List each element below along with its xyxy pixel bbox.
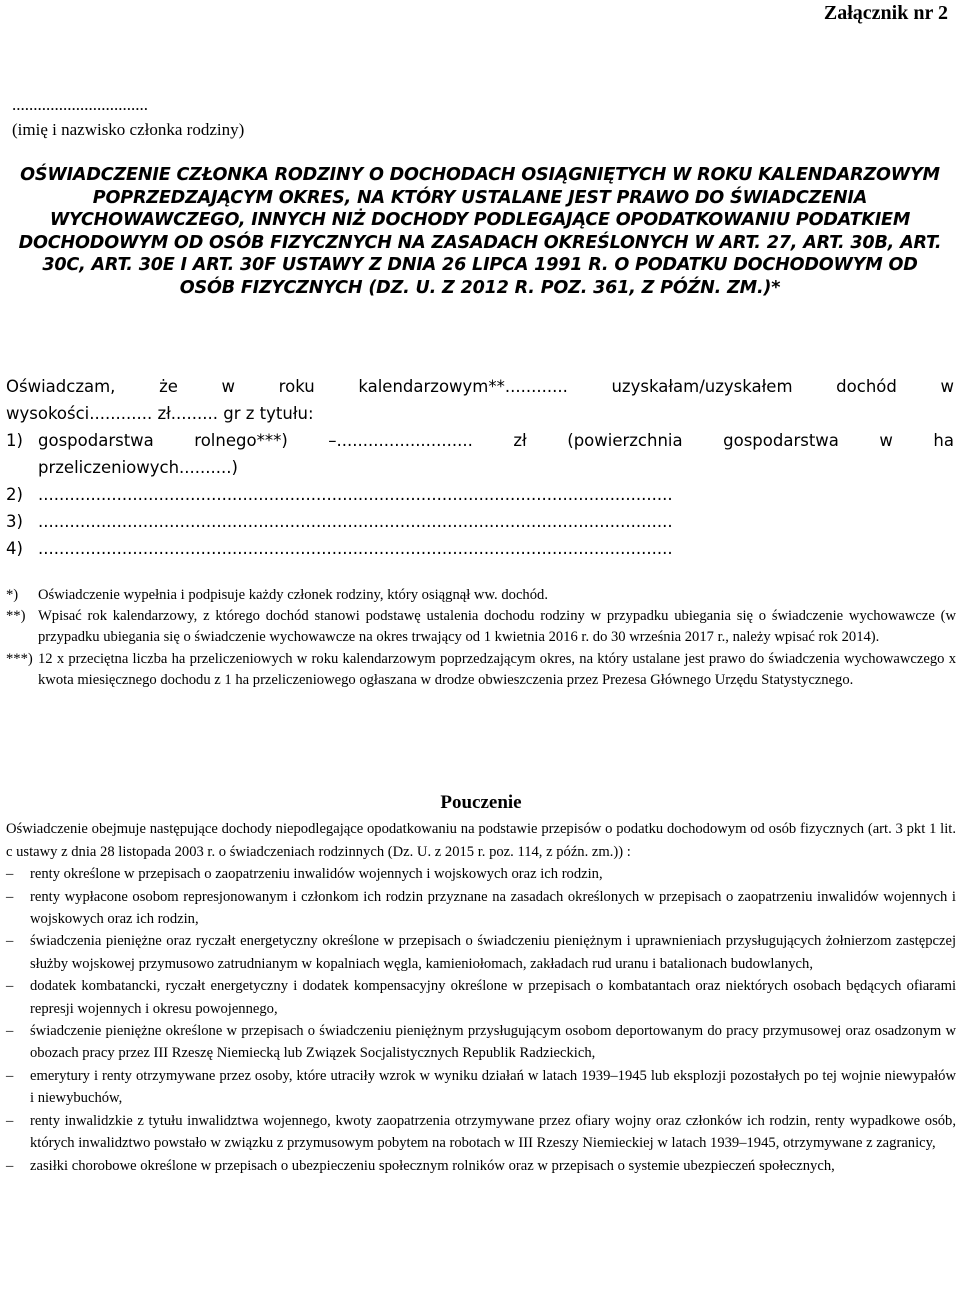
annex-label: Załącznik nr 2 bbox=[823, 2, 948, 24]
instruction-item-text: dodatek kombatancki, ryczałt energetyczny i dodatek kompensacyjny określone w przepisach o kombatantach oraz niektórych osobach będących ofiarami represji wojennych i okresu powojennego, bbox=[30, 978, 956, 1017]
footnote-2-text: Wpisać rok kalendarzowy, z którego dochód stanowi podstawę ustalenia dochodu rodziny w przypadku ubiegania się o świadczenie wychowawcze (w przypadku ubiegania się o świadczenie wychowawcze na okres trwający od 1 kwietnia 2016 r. do 30 września 2017 r., należy wpisać rok 2014). bbox=[38, 608, 956, 646]
dash-bullet: – bbox=[6, 978, 14, 995]
name-dots: ................................ bbox=[12, 95, 148, 114]
footnote-1-mark: *) bbox=[6, 587, 19, 603]
instruction-heading: Pouczenie bbox=[440, 792, 522, 813]
instruction-item-text: zasiłki chorobowe określone w przepisach o ubezpieczeniu społecznym rolników oraz w przepisach o systemie ubezpieczeń społecznych, bbox=[30, 1157, 835, 1174]
footnote-3-mark: ***) bbox=[6, 650, 33, 667]
income-item-4 bbox=[6, 535, 954, 562]
income-item-3 bbox=[6, 508, 954, 535]
instruction-list-item bbox=[6, 1155, 956, 1177]
footnote-2-mark: **) bbox=[6, 608, 26, 625]
declaration-line-1: Oświadczam, że w roku kalendarzowym**............ uzyskałam/uzyskałem dochód w bbox=[6, 377, 954, 396]
instruction-list-item bbox=[6, 930, 956, 975]
income-item-3-number: 3) bbox=[6, 512, 23, 531]
footnote-3-text: 12 x przeciętna liczba ha przeliczeniowych w roku kalendarzowym poprzedzającym okres, na który ustalane jest prawo do świadczenia wychowawczego x kwota miesięcznego dochodu z 1 ha przeliczeniowego ogłaszana w drodze obwieszczenia przez Prezesa Głównego Urzędu Statystycznego. bbox=[38, 650, 956, 688]
dash-bullet: – bbox=[6, 1023, 14, 1040]
instruction-list-item bbox=[6, 975, 956, 1020]
instruction-item-text: świadczenia pieniężne oraz ryczałt energetyczny określone w przepisach o świadczeniu pieniężnym i uprawnieniach przysługujących żołnierzom zastępczej służby wojskowej przymusowo zatrudnianym w kopalniach węgla, kamieniołomach, zakładach rud uranu i batalionach budowlanych, bbox=[30, 933, 956, 972]
income-item-4-number: 4) bbox=[6, 539, 23, 558]
instruction-list-item bbox=[6, 863, 956, 885]
income-item-2-number: 2) bbox=[6, 485, 23, 504]
income-item-1-text-cont: przeliczeniowych..........) bbox=[38, 458, 238, 477]
instruction-item-text: renty inwalidzkie z tytułu inwalidztwa wojennego, kwoty zaopatrzenia otrzymywane przez ofiary wojny oraz członków ich rodzin, renty wypadkowe osób, których inwalidztwo powstało w związku z przymusowym pobytem na robotach w III Rzeszy Niemieckiej w latach 1939–1945, otrzymywane z zagranicy, bbox=[30, 1112, 956, 1152]
income-item-2 bbox=[6, 481, 954, 508]
dash-bullet: – bbox=[6, 888, 14, 905]
declaration-line-2: wysokości............ zł......... gr z tytułu: bbox=[6, 404, 314, 423]
instruction-section bbox=[6, 792, 956, 1177]
instruction-list-item bbox=[6, 886, 956, 931]
dash-bullet: – bbox=[6, 866, 14, 883]
instruction-list-item bbox=[6, 1065, 956, 1110]
dash-bullet: – bbox=[6, 1112, 14, 1129]
income-item-2-dots: ......................................................................................................................... bbox=[38, 485, 673, 504]
income-item-1-text: gospodarstwa rolnego***) –.......................... zł (powierzchnia gospodarstwa w ha bbox=[38, 431, 954, 450]
instruction-list-item bbox=[6, 1020, 956, 1065]
footnote-2 bbox=[6, 606, 956, 648]
instruction-item-text: renty określone w przepisach o zaopatrzeniu inwalidów wojennych i wojskowych oraz ich rodzin, bbox=[30, 866, 603, 883]
footnote-1 bbox=[6, 585, 956, 606]
declaration-section bbox=[6, 373, 954, 562]
footnote-3 bbox=[6, 649, 956, 691]
document-title: OŚWIADCZENIE CZŁONKA RODZINY O DOCHODACH OSIĄGNIĘTYCH W ROKU KALENDARZOWYM POPRZEDZAJĄCYM OKRES, NA KTÓRY USTALANE JEST PRAWO DO ŚWIADCZENIA WYCHOWAWCZEGO, INNYCH NIŻ DOCHODY PODLEGAJĄCE OPODATKOWANIU PODATKIEM DOCHODOWYM OD OSÓB FIZYCZNYCH NA ZASADACH OKREŚLONYCH W ART. 27, ART. 30B, ART. 30C, ART. 30E I ART. 30F USTAWY Z DNIA 26 LIPCA 1991 R. O PODATKU DOCHODOWYM OD OSÓB FIZYCZNYCH (DZ. U. Z 2012 R. POZ. 361, Z PÓŹN. ZM.)* bbox=[18, 165, 942, 298]
income-item-3-dots: ......................................................................................................................... bbox=[38, 512, 673, 531]
instruction-intro: Oświadczenie obejmuje następujące dochody niepodlegające opodatkowaniu na podstawie przepisów o podatku dochodowym od osób fizycznych (art. 3 pkt 1 lit. c ustawy z dnia 28 listopada 2003 r. o świadczeniach rodzinnych (Dz. U. z 2015 r. poz. 114, z późn. zm.)) : bbox=[6, 821, 956, 860]
dash-bullet: – bbox=[6, 933, 14, 950]
instruction-list-item bbox=[6, 1110, 956, 1155]
instruction-item-text: emerytury i renty otrzymywane przez osoby, które utraciły wzrok w wyniku działań w latach 1939–1945 lub eksplozji pozostałych po tej wojnie niewypałów i niewybuchów, bbox=[30, 1067, 956, 1107]
instruction-item-text: świadczenie pieniężne określone w przepisach o świadczeniu pieniężnym przysługującym osobom deportowanym do pracy przymusowej oraz osadzonym w obozach pracy przez III Rzeszę Niemiecką lub Związek Socjalistycznych Republik Radzieckich, bbox=[30, 1023, 956, 1062]
income-item-4-dots: ......................................................................................................................... bbox=[38, 539, 673, 558]
name-caption: (imię i nazwisko członka rodziny) bbox=[12, 120, 245, 139]
footnotes bbox=[6, 585, 956, 691]
instruction-list bbox=[6, 863, 956, 1177]
instruction-item-text: renty wypłacone osobom represjonowanym i członkom ich rodzin przyznane na zasadach określonych w przepisach o zaopatrzeniu inwalidów wojennych i wojskowych oraz ich rodzin, bbox=[30, 888, 956, 928]
name-block bbox=[12, 92, 244, 142]
footnote-1-text: Oświadczenie wypełnia i podpisuje każdy członek rodziny, który osiągnął ww. dochód. bbox=[38, 587, 548, 603]
income-item-1 bbox=[6, 427, 954, 481]
income-item-1-number: 1) bbox=[6, 431, 23, 450]
dash-bullet: – bbox=[6, 1067, 14, 1084]
dash-bullet: – bbox=[6, 1157, 14, 1174]
